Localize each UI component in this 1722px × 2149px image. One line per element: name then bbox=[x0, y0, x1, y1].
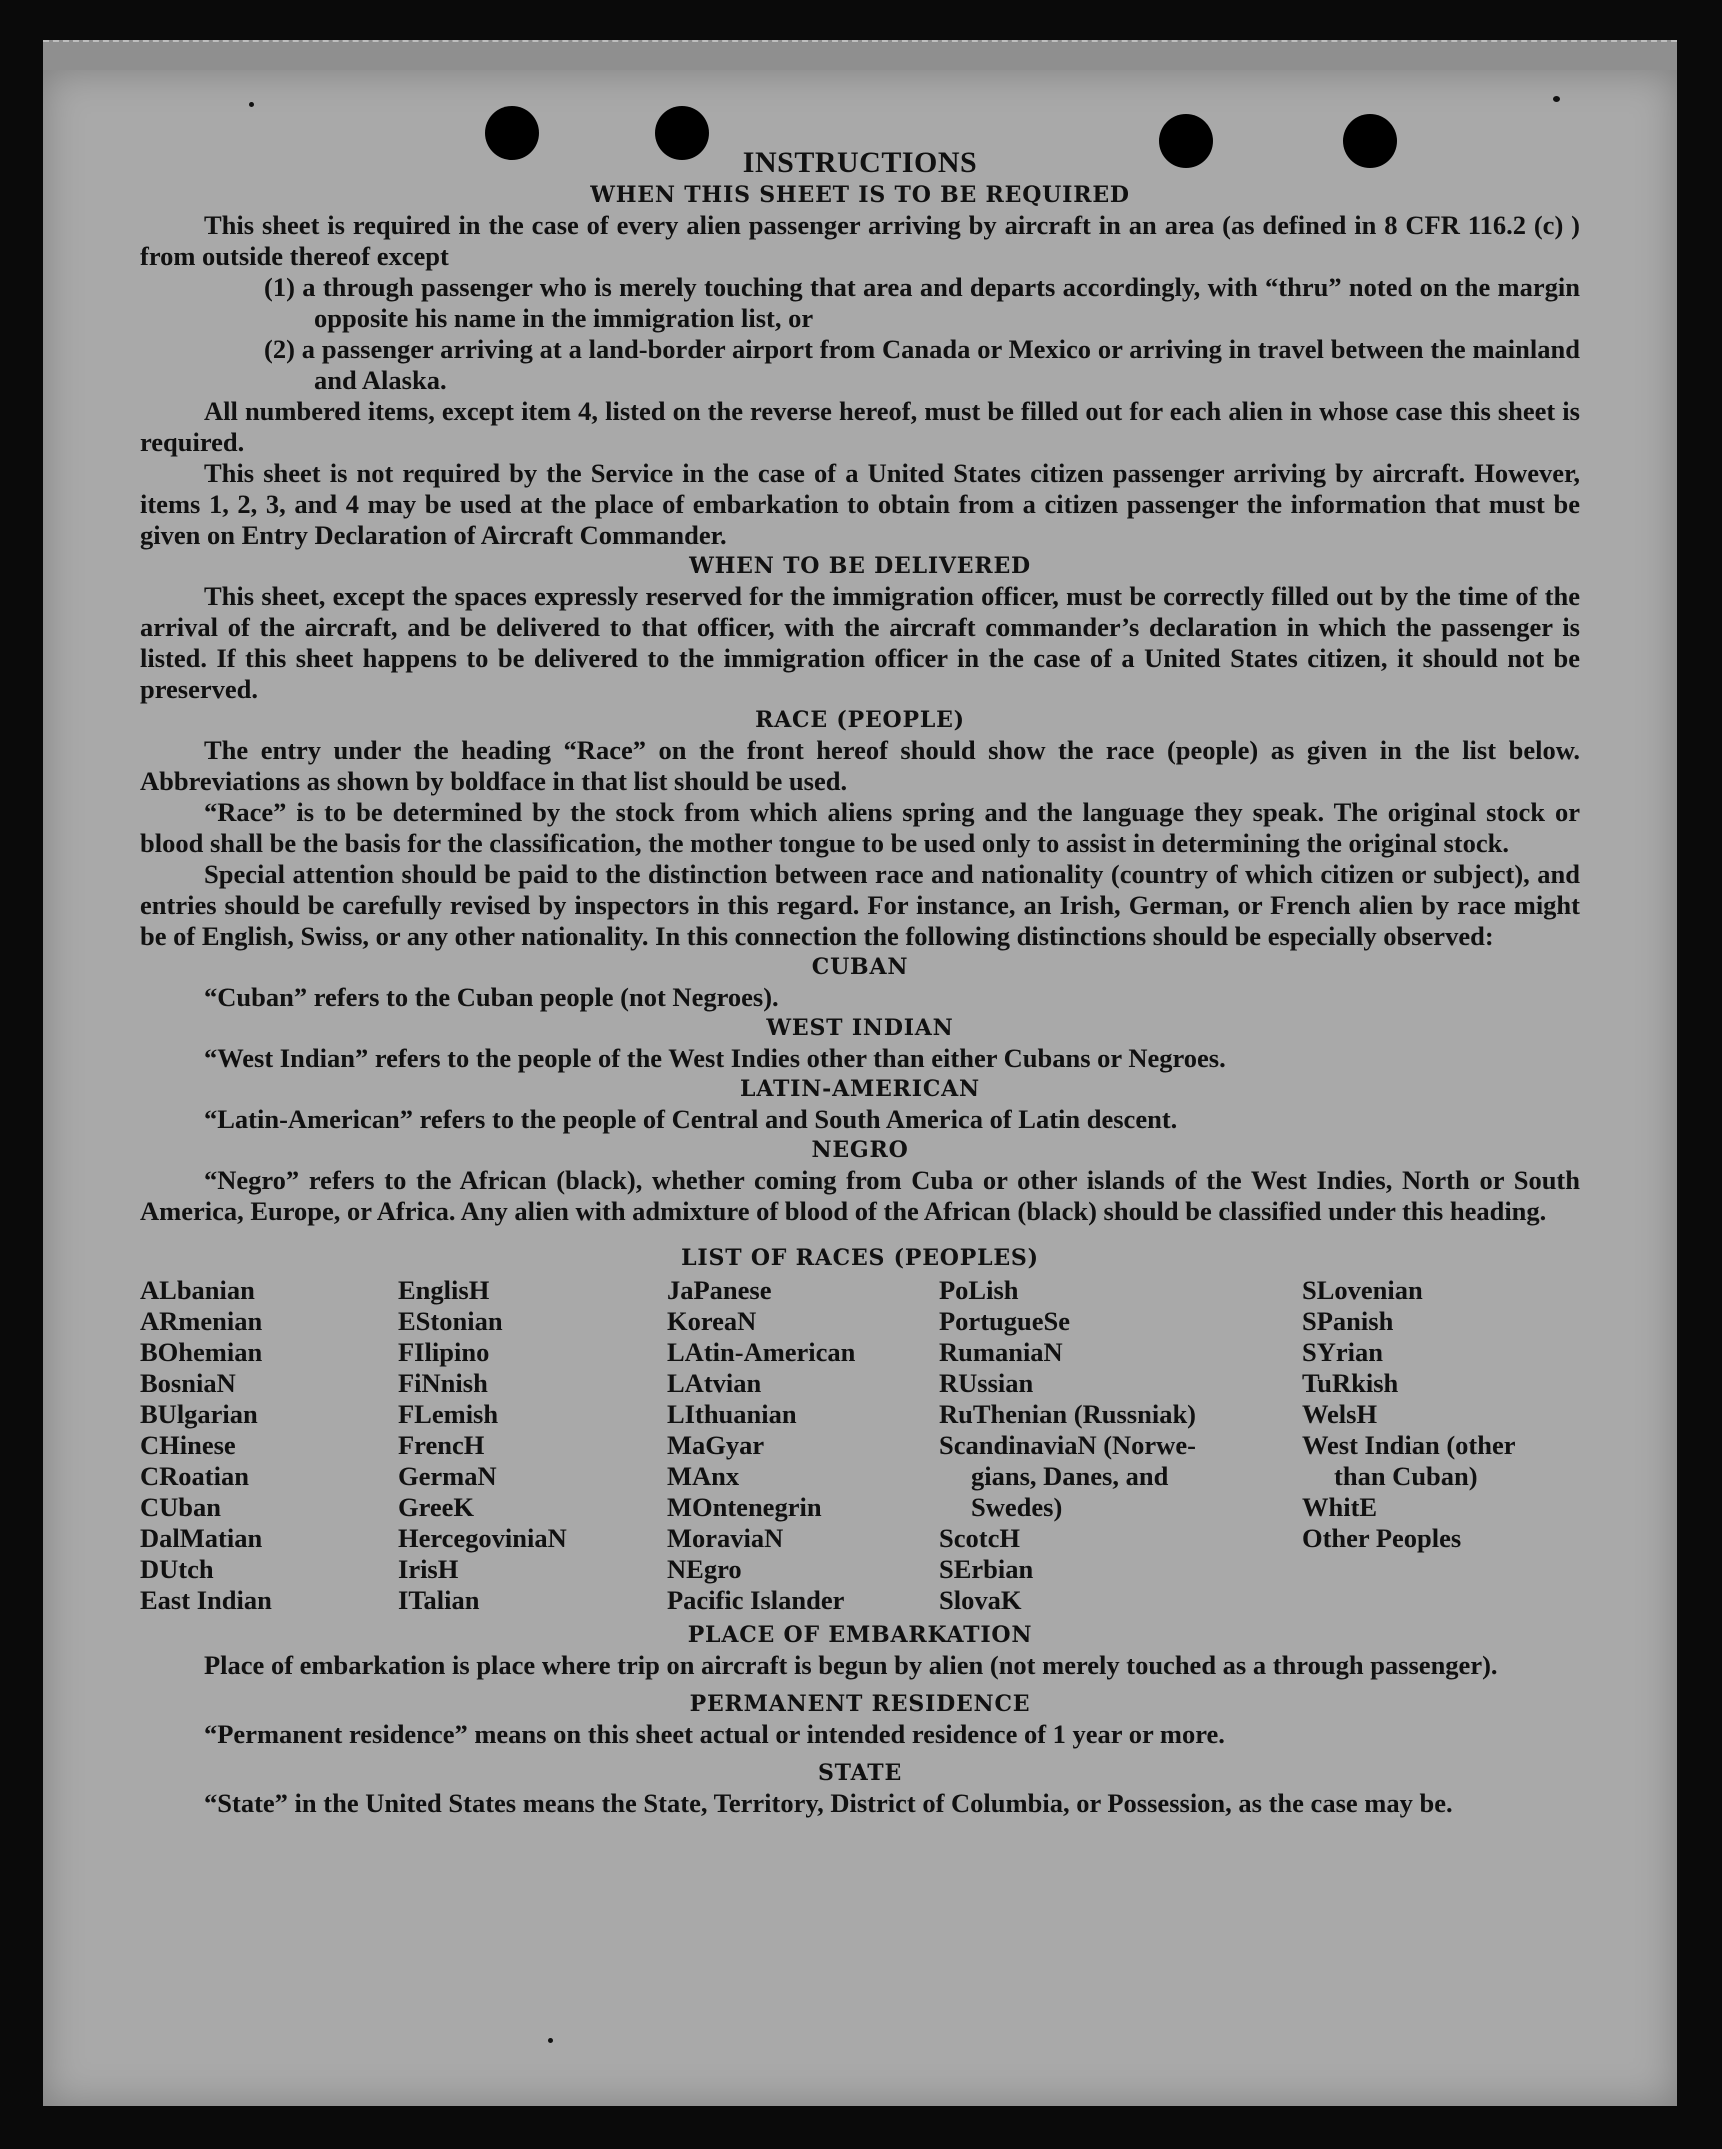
race-entry: MoraviaN bbox=[667, 1523, 784, 1553]
section-heading-required: WHEN THIS SHEET IS TO BE REQUIRED bbox=[590, 182, 1130, 208]
speck bbox=[1553, 96, 1560, 102]
speck bbox=[249, 102, 254, 107]
paragraph: This sheet is required in the case of every alien passenger arriving by aircraft in an area (as defined in 8 CFR 116.2 (c) ) from outside thereof except bbox=[140, 210, 1580, 271]
paragraph: Special attention should be paid to the distinction between race and nationality (country of which citizen or subject), and entries should be carefully revised by inspectors in this regard. For instance, an Irish, German, or French alien by race might be of English, Swiss, or any other nationality. In this connection the following distinctions should be especially observed: bbox=[140, 859, 1580, 951]
list-item: (2) a passenger arriving at a land-border airport from Canada or Mexico or arriving in travel between the mainland and Alaska. bbox=[264, 334, 1580, 395]
race-entry: East Indian bbox=[140, 1585, 272, 1615]
races-column bbox=[667, 1275, 939, 1616]
race-entry: BOhemian bbox=[140, 1337, 263, 1367]
list-item: (1) a through passenger who is merely touching that area and departs accordingly, with “thru” noted on the margin opposite his name in the immigration list, or bbox=[264, 272, 1580, 333]
race-entry: Other Peoples bbox=[1302, 1523, 1462, 1553]
race-entry: JaPanese bbox=[667, 1275, 772, 1305]
race-entry: LAtin-American bbox=[667, 1337, 856, 1367]
race-entry: DalMatian bbox=[140, 1523, 263, 1553]
paragraph: “West Indian” refers to the people of the West Indies other than either Cubans or Negroes. bbox=[204, 1043, 1226, 1073]
race-entry: PortugueSe bbox=[939, 1306, 1071, 1336]
race-entry: LIthuanian bbox=[667, 1399, 797, 1429]
paragraph: “Negro” refers to the African (black), whether coming from Cuba or other islands of the West Indies, North or South America, Europe, or Africa. Any alien with admixture of blood of the African (black) should be classified under this heading. bbox=[140, 1165, 1580, 1226]
races-list bbox=[140, 1275, 1580, 1616]
paragraph: This sheet, except the spaces expressly reserved for the immigration officer, must be correctly filled out by the time of the arrival of the aircraft, and be delivered to that officer, with the aircraft commander’s declaration in which the passenger is listed. If this sheet happens to be delivered to the immigration officer in the case of a United States citizen, it should not be preserved. bbox=[140, 581, 1580, 704]
paragraph: “Permanent residence” means on this sheet actual or intended residence of 1 year or more. bbox=[204, 1719, 1225, 1749]
section-heading-cuban: CUBAN bbox=[811, 954, 909, 980]
paragraph: “State” in the United States means the State, Territory, District of Columbia, or Possession, as the case may be. bbox=[204, 1788, 1453, 1818]
paragraph: The entry under the heading “Race” on the front hereof should show the race (people) as given in the list below. Abbreviations as shown by boldface in that list should be used. bbox=[140, 735, 1580, 796]
section-heading-latin-american: LATIN-AMERICAN bbox=[740, 1076, 980, 1102]
race-entry: RumaniaN bbox=[939, 1337, 1063, 1367]
paragraph: Place of embarkation is place where trip on aircraft is begun by alien (not merely touched as a through passenger). bbox=[204, 1650, 1498, 1680]
races-column bbox=[939, 1275, 1302, 1616]
race-entry: CRoatian bbox=[140, 1461, 249, 1491]
race-entry: WhitE bbox=[1302, 1492, 1378, 1522]
race-entry: HercegoviniaN bbox=[398, 1523, 567, 1553]
race-entry: SlovaK bbox=[939, 1585, 1022, 1615]
races-column bbox=[140, 1275, 398, 1616]
race-entry: TuRkish bbox=[1302, 1368, 1399, 1398]
race-entry: ScandinaviaN (Norwe- bbox=[939, 1430, 1196, 1460]
race-entry: CHinese bbox=[140, 1430, 236, 1460]
race-entry: EnglisH bbox=[398, 1275, 490, 1305]
race-entry: GreeK bbox=[398, 1492, 475, 1522]
race-entry: ITalian bbox=[398, 1585, 480, 1615]
race-entry: ARmenian bbox=[140, 1306, 263, 1336]
section-heading-delivered: WHEN TO BE DELIVERED bbox=[689, 553, 1031, 579]
race-entry: Pacific Islander bbox=[667, 1585, 845, 1615]
paper-top-edge bbox=[43, 40, 1677, 72]
race-entry: RUssian bbox=[939, 1368, 1034, 1398]
section-heading-state: STATE bbox=[817, 1760, 903, 1786]
paragraph: “Cuban” refers to the Cuban people (not Negroes). bbox=[204, 982, 779, 1012]
section-heading-negro: NEGRO bbox=[811, 1137, 909, 1163]
race-entry: DUtch bbox=[140, 1554, 214, 1584]
race-entry: MAnx bbox=[667, 1461, 740, 1491]
speck bbox=[548, 2038, 553, 2043]
race-entry: IrisH bbox=[398, 1554, 459, 1584]
race-entry: LAtvian bbox=[667, 1368, 762, 1398]
race-entry: SYrian bbox=[1302, 1337, 1383, 1367]
race-entry: West Indian (other bbox=[1302, 1430, 1516, 1460]
race-entry-continued: Swedes) bbox=[971, 1492, 1063, 1522]
race-entry: KoreaN bbox=[667, 1306, 757, 1336]
race-entry: RuThenian (Russniak) bbox=[939, 1399, 1197, 1429]
section-heading-races-list: LIST OF RACES (PEOPLES) bbox=[681, 1245, 1039, 1271]
race-entry: ALbanian bbox=[140, 1275, 255, 1305]
paragraph: This sheet is not required by the Service in the case of a United States citizen passenger arriving by aircraft. However, items 1, 2, 3, and 4 may be used at the place of embarkation to obtain from a citizen passenger the information that must be given on Entry Declaration of Aircraft Commander. bbox=[140, 458, 1580, 550]
race-entry-continued: than Cuban) bbox=[1334, 1461, 1478, 1491]
race-entry: FLemish bbox=[398, 1399, 499, 1429]
races-column bbox=[398, 1275, 667, 1616]
race-entry: MOntenegrin bbox=[667, 1492, 822, 1522]
race-entry: MaGyar bbox=[667, 1430, 765, 1460]
race-entry: BosniaN bbox=[140, 1368, 236, 1398]
race-entry: BUlgarian bbox=[140, 1399, 258, 1429]
race-entry: FrencH bbox=[398, 1430, 485, 1460]
race-entry: SLovenian bbox=[1302, 1275, 1423, 1305]
page-title: INSTRUCTIONS bbox=[742, 146, 978, 179]
race-entry: CUban bbox=[140, 1492, 222, 1522]
race-entry: EStonian bbox=[398, 1306, 503, 1336]
paragraph: All numbered items, except item 4, listed on the reverse hereof, must be filled out for each alien in whose case this sheet is required. bbox=[140, 396, 1580, 457]
race-entry: SPanish bbox=[1302, 1306, 1394, 1336]
race-entry: SErbian bbox=[939, 1554, 1034, 1584]
race-entry: GermaN bbox=[398, 1461, 497, 1491]
section-heading-residence: PERMANENT RESIDENCE bbox=[689, 1691, 1031, 1717]
race-entry: PoLish bbox=[939, 1275, 1019, 1305]
race-entry: NEgro bbox=[667, 1554, 742, 1584]
section-heading-embarkation: PLACE OF EMBARKATION bbox=[687, 1622, 1033, 1648]
race-entry: ScotcH bbox=[939, 1523, 1020, 1553]
race-entry: FIlipino bbox=[398, 1337, 490, 1367]
race-entry: WelsH bbox=[1302, 1399, 1378, 1429]
paragraph: “Race” is to be determined by the stock from which aliens spring and the language they speak. The original stock or blood shall be the basis for the classification, the mother tongue to be used only to assist in determining the original stock. bbox=[140, 797, 1580, 858]
race-entry-continued: gians, Danes, and bbox=[971, 1461, 1169, 1491]
instructions-content bbox=[140, 146, 1580, 1819]
paragraph: “Latin-American” refers to the people of Central and South America of Latin descent. bbox=[204, 1104, 1178, 1134]
section-heading-race: RACE (PEOPLE) bbox=[755, 707, 965, 733]
races-column bbox=[1302, 1275, 1580, 1616]
race-entry: FiNnish bbox=[398, 1368, 488, 1398]
section-heading-west-indian: WEST INDIAN bbox=[766, 1015, 954, 1041]
